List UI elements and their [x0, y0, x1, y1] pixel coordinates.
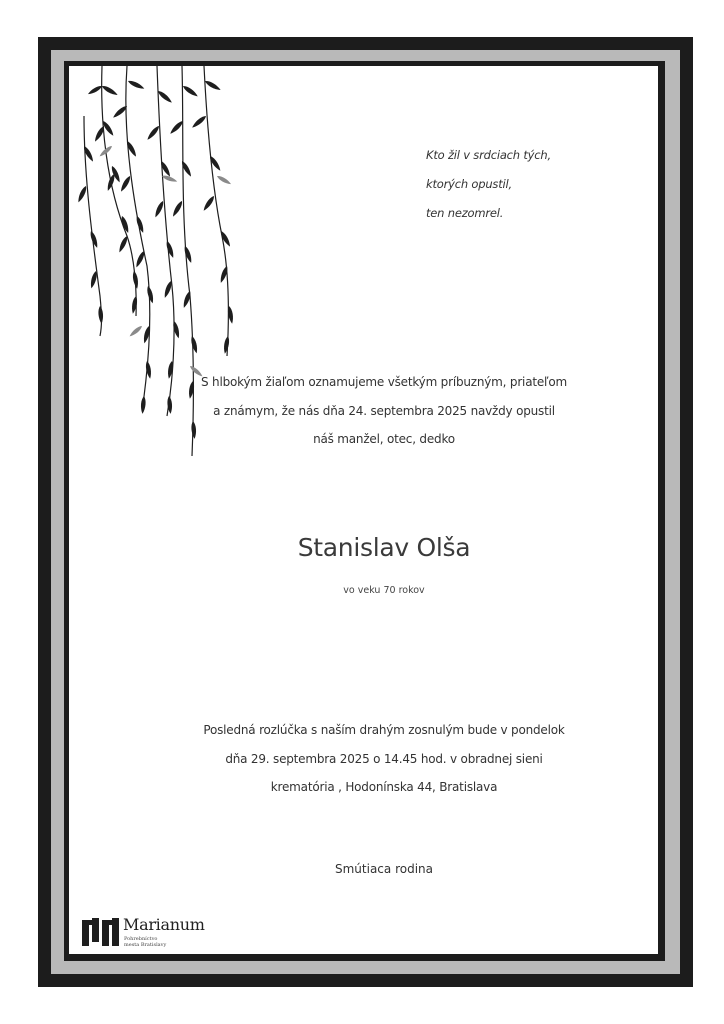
logo-subtitle-line-1: Pohrebníctvo [124, 936, 158, 942]
farewell-line-2: dňa 29. septembra 2025 o 14.45 hod. v obradnej sieni [225, 751, 543, 766]
announcement-text [160, 368, 608, 454]
motto-quote [426, 141, 636, 228]
logo-name: Marianum [123, 915, 205, 934]
signature: Smútiaca rodina [335, 862, 433, 876]
logo-subtitle-line-2: mesta Bratislavy [124, 942, 167, 948]
marianum-logo [82, 915, 222, 949]
deceased-age: vo veku 70 rokov [343, 585, 425, 596]
marianum-logo-icon [82, 918, 120, 946]
deceased-name: Stanislav Olša [297, 533, 471, 562]
motto-line-3: ten nezomrel. [426, 206, 504, 220]
announcement-line-1: S hlbokým žiaľom oznamujeme všetkým príbuzným, priateľom [201, 375, 567, 389]
farewell-text [160, 716, 608, 802]
logo-subtitle [124, 936, 194, 948]
announcement-line-2: a známym, že nás dňa 24. septembra 2025 navždy opustil [213, 403, 555, 418]
motto-line-1: Kto žil v srdciach tých, [426, 148, 551, 162]
announcement-line-3: náš manžel, otec, dedko [313, 432, 455, 446]
farewell-line-1: Posledná rozlúčka s naším drahým zosnulým bude v pondelok [203, 723, 565, 737]
motto-line-2: ktorých opustil, [426, 177, 512, 191]
farewell-line-3: krematória , Hodonínska 44, Bratislava [270, 780, 498, 794]
